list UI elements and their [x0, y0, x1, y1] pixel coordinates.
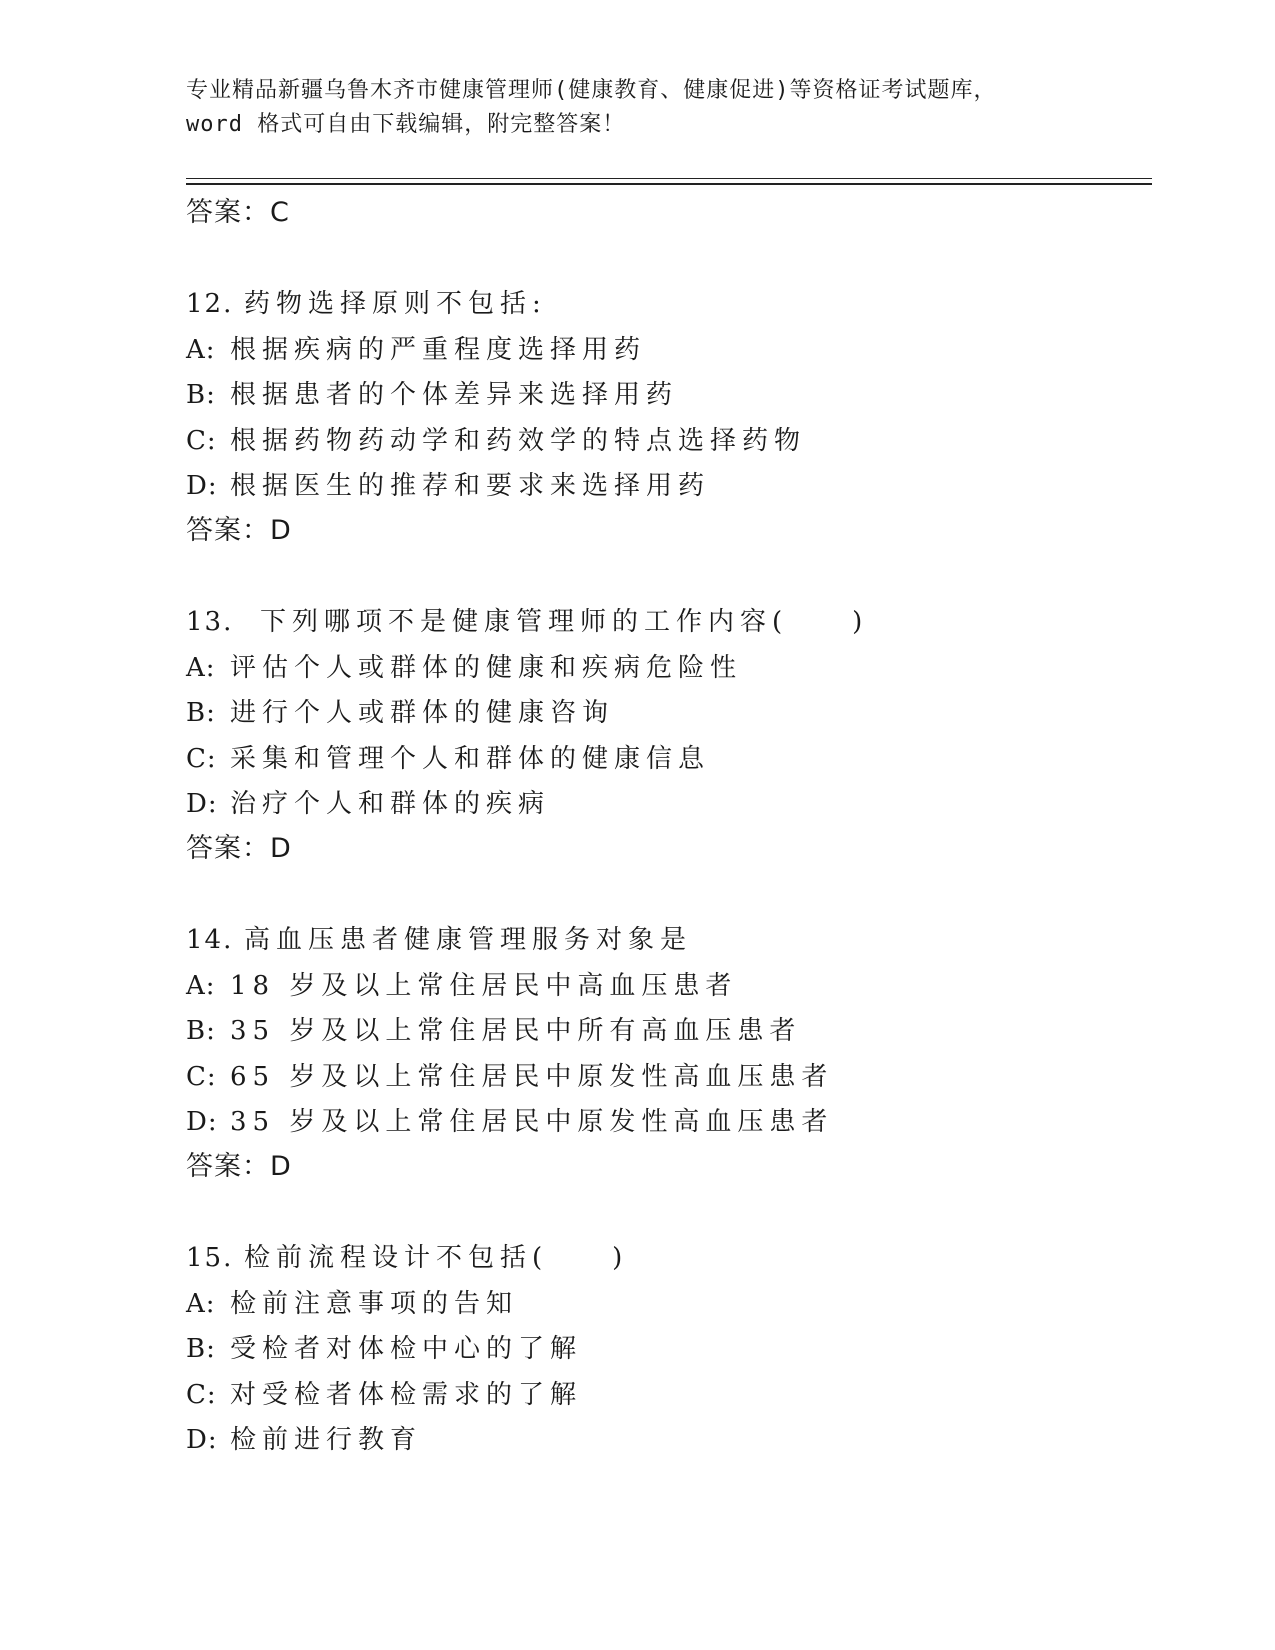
- question-stem: [186, 1236, 1146, 1282]
- document-header: [186, 74, 1146, 142]
- question-number: 13.: [186, 606, 234, 637]
- question-text: 药物选择原则不包括:: [244, 289, 547, 319]
- header-divider-thick: [186, 183, 1152, 185]
- option-a: [186, 964, 1146, 1010]
- answer-line: 答案：D: [186, 1150, 292, 1182]
- option-label: B:: [186, 380, 216, 411]
- option-label: D:: [186, 1107, 218, 1138]
- header-divider-thin: [186, 178, 1152, 179]
- option-b: [186, 373, 1146, 419]
- option-text: 检前注意事项的告知: [230, 1288, 519, 1319]
- header-line-1: 专业精品新疆乌鲁木齐市健康管理师(健康教育、健康促进)等资格证考试题库，: [186, 78, 997, 103]
- option-text: 65 岁及以上常住居民中原发性高血压患者: [230, 1061, 834, 1092]
- question-list: [186, 192, 1146, 1464]
- option-label: D:: [186, 1425, 218, 1456]
- answer-line: 答案：D: [186, 514, 292, 546]
- question-15: [186, 1236, 1146, 1464]
- spacer: [186, 552, 1146, 600]
- option-label: C:: [186, 425, 217, 456]
- option-label: B:: [186, 1016, 216, 1047]
- spacer: [186, 1188, 1146, 1236]
- option-text: 根据疾病的严重程度选择用药: [230, 334, 647, 365]
- option-label: A:: [186, 334, 216, 365]
- option-a: [186, 328, 1146, 374]
- question-13: [186, 600, 1146, 870]
- option-b: [186, 691, 1146, 737]
- question-14: [186, 918, 1146, 1188]
- option-label: D:: [186, 471, 218, 502]
- question-stem: [186, 918, 1146, 964]
- option-c: [186, 737, 1146, 783]
- option-a: [186, 1282, 1146, 1328]
- option-a: [186, 646, 1146, 692]
- answer-line: 答案：C: [186, 197, 290, 228]
- spacer: [186, 234, 1146, 282]
- question-text: 高血压患者健康管理服务对象是: [244, 924, 693, 955]
- option-label: C:: [186, 1379, 217, 1410]
- question-text: 检前流程设计不包括( ): [244, 1242, 629, 1273]
- option-d: [186, 464, 1146, 510]
- option-label: B:: [186, 698, 216, 729]
- option-text: 检前进行教育: [230, 1425, 423, 1456]
- option-text: 评估个人或群体的健康和疾病危险性: [230, 652, 743, 683]
- option-b: [186, 1327, 1146, 1373]
- option-c: [186, 1373, 1146, 1419]
- question-stem: [186, 600, 1146, 646]
- option-c: [186, 1055, 1146, 1101]
- option-d: [186, 1418, 1146, 1464]
- option-text: 进行个人或群体的健康咨询: [230, 698, 615, 729]
- option-c: [186, 419, 1146, 465]
- option-label: A:: [186, 970, 216, 1001]
- option-d: [186, 1100, 1146, 1146]
- option-label: A:: [186, 652, 216, 683]
- option-text: 受检者对体检中心的了解: [230, 1334, 583, 1365]
- option-text: 根据医生的推荐和要求来选择用药: [230, 471, 711, 502]
- option-label: A:: [186, 1288, 216, 1319]
- question-12: [186, 282, 1146, 552]
- option-text: 根据患者的个体差异来选择用药: [230, 380, 679, 411]
- question-number: 14.: [186, 924, 234, 955]
- option-d: [186, 782, 1146, 828]
- question-text: 下列哪项不是健康管理师的工作内容( ): [260, 606, 869, 637]
- spacer: [186, 870, 1146, 918]
- question-number: 15.: [186, 1242, 234, 1273]
- option-text: 18 岁及以上常住居民中高血压患者: [230, 970, 738, 1001]
- option-text: 采集和管理个人和群体的健康信息: [230, 743, 711, 774]
- option-text: 35 岁及以上常住居民中所有高血压患者: [230, 1016, 802, 1047]
- option-text: 对受检者体检需求的了解: [230, 1379, 583, 1410]
- option-label: D:: [186, 789, 218, 820]
- option-text: 治疗个人和群体的疾病: [230, 789, 551, 820]
- question-number: 12.: [186, 289, 234, 319]
- header-line-2: word 格式可自由下载编辑，附完整答案！: [186, 112, 626, 137]
- question-stem: [186, 282, 1146, 328]
- answer-line: 答案：D: [186, 832, 292, 864]
- option-text: 35 岁及以上常住居民中原发性高血压患者: [230, 1107, 834, 1138]
- option-text: 根据药物药动学和药效学的特点选择药物: [230, 425, 807, 456]
- option-b: [186, 1009, 1146, 1055]
- option-label: B:: [186, 1334, 216, 1365]
- option-label: C:: [186, 1061, 217, 1092]
- option-label: C:: [186, 743, 217, 774]
